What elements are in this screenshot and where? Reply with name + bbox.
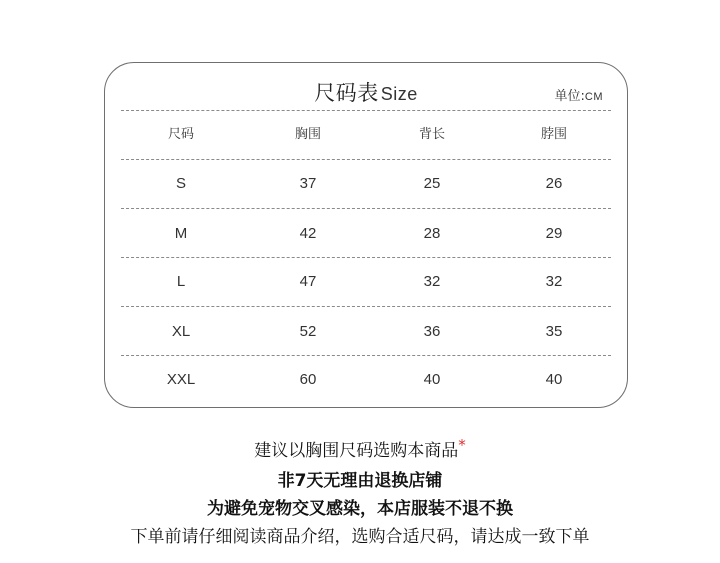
table-row [105, 172, 627, 196]
note-read-before-order: 下单前请仔细阅读商品介绍，选购合适尺码，请达成一致下单 [130, 527, 590, 547]
size-cell: S [175, 175, 186, 192]
title-english: Size [380, 84, 418, 104]
chest-cell: 52 [299, 323, 317, 340]
neck-cell: 35 [545, 323, 563, 340]
back-length-cell: 32 [423, 273, 441, 290]
unit-value: CM [584, 91, 603, 103]
neck-cell: 29 [545, 225, 563, 242]
header-size: 尺码 [167, 127, 194, 142]
note-chest-advice [0, 436, 720, 461]
table-row [105, 320, 627, 344]
back-length-cell: 40 [423, 371, 441, 388]
header-neck: 脖围 [540, 127, 567, 142]
chest-cell: 47 [299, 273, 317, 290]
divider [121, 257, 611, 258]
size-cell: M [174, 225, 188, 242]
size-cell: L [176, 273, 186, 290]
header-back-length: 背长 [418, 127, 445, 142]
asterisk-mark: * [458, 436, 466, 454]
chest-cell: 42 [299, 225, 317, 242]
header-chest: 胸围 [294, 127, 321, 142]
divider [121, 208, 611, 209]
neck-cell: 26 [545, 175, 563, 192]
note-return-policy: 非7天无理由退换店铺 [277, 471, 443, 491]
note-chest-text: 建议以胸围尺码选购本商品 [254, 441, 459, 461]
table-row [105, 222, 627, 246]
table-row [105, 368, 627, 392]
divider [121, 306, 611, 307]
title-chinese: 尺码表 [314, 81, 379, 105]
unit-prefix: 单位: [554, 89, 585, 104]
divider [121, 159, 611, 160]
divider [121, 110, 611, 111]
chest-cell: 37 [299, 175, 317, 192]
back-length-cell: 36 [423, 323, 441, 340]
unit-label [555, 85, 604, 104]
size-chart-card [104, 62, 628, 408]
size-cell: XXL [166, 371, 196, 388]
note-no-returns: 为避免宠物交叉感染，本店服装不退不换 [207, 499, 513, 519]
chest-cell: 60 [299, 371, 317, 388]
back-length-cell: 25 [423, 175, 441, 192]
divider [121, 355, 611, 356]
back-length-cell: 28 [423, 225, 441, 242]
size-cell: XL [171, 323, 191, 340]
table-row [105, 270, 627, 294]
chart-title [105, 77, 627, 107]
neck-cell: 32 [545, 273, 563, 290]
neck-cell: 40 [545, 371, 563, 388]
table-header-row [105, 123, 627, 147]
